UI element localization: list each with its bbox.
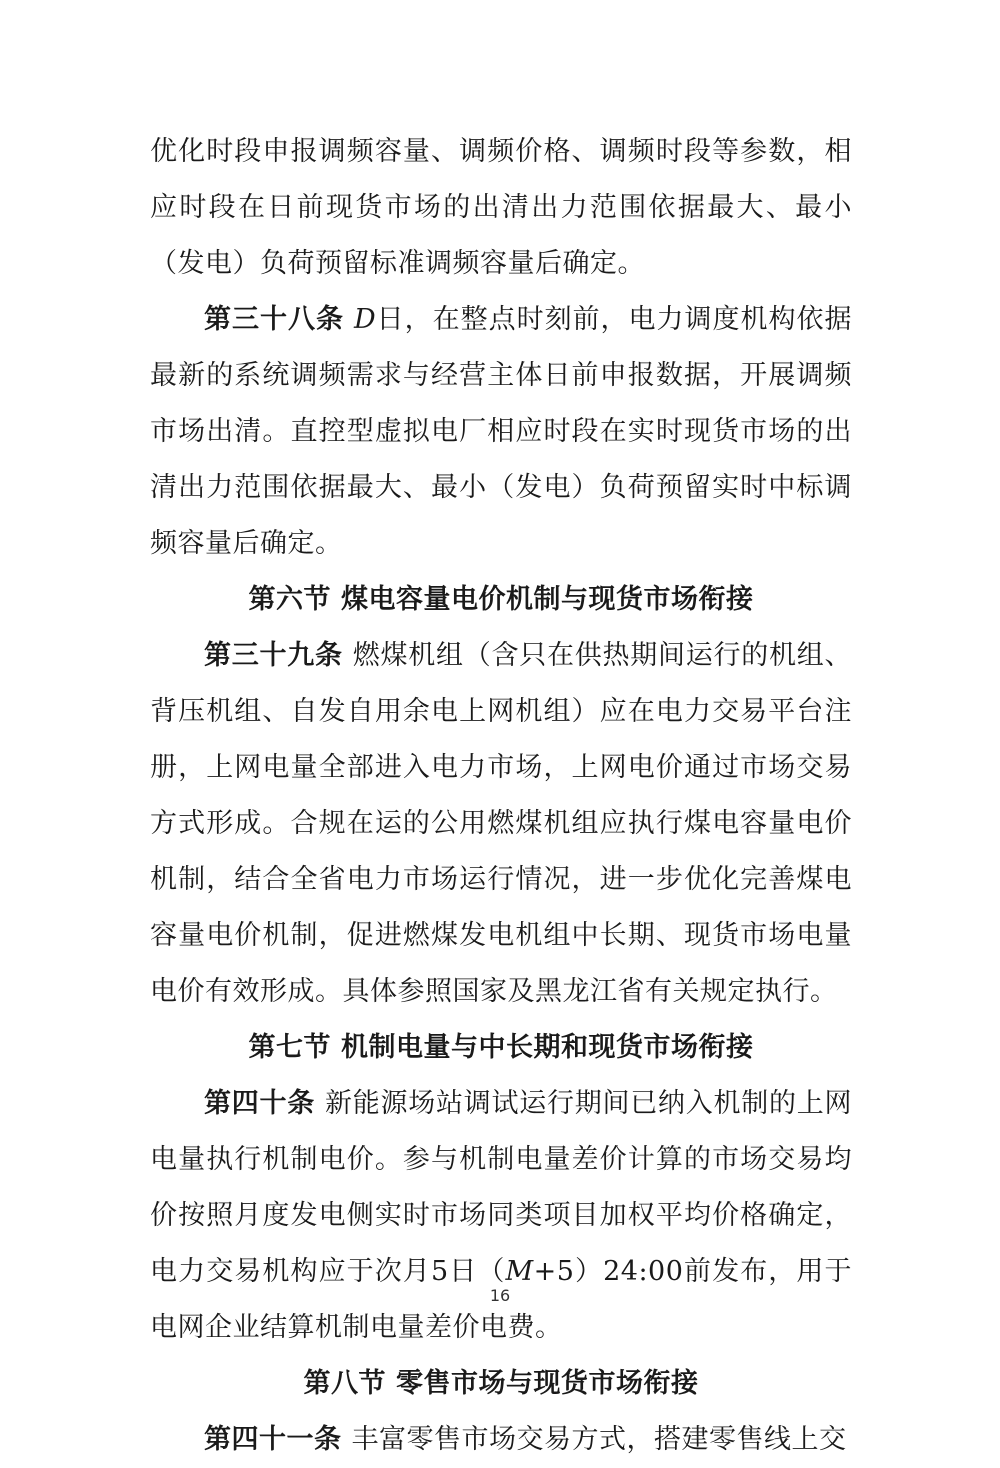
paragraph-continued	[150, 124, 852, 292]
article-41	[150, 1412, 852, 1468]
paragraph-text: 优化时段申报调频容量、调频价格、调频时段等参数，相应时段在日前现货市场的出清出力范围依据最大、最小（发电）负荷预留标准调频容量后确定。	[150, 136, 852, 279]
section-heading-8: 第八节 零售市场与现货市场衔接	[303, 1368, 699, 1399]
page-number: 16	[489, 1286, 511, 1305]
document-body	[150, 124, 852, 1468]
month-variable: M	[505, 1256, 534, 1287]
date-variable: D	[353, 304, 377, 335]
paragraph-text: 日，在整点时刻前，电力调度机构依据最新的系统调频需求与经营主体日前申报数据，开展调频市场出清。直控型虚拟电厂相应时段在实时现货市场的出清出力范围依据最大、最小（发电）负荷预留实时中标调频容量后确定。	[150, 304, 853, 559]
section-heading-6: 第六节 煤电容量电价机制与现货市场衔接	[248, 584, 754, 615]
paragraph-text: 新能源场站调试运行期间已纳入机制的上网电量执行机制电价。参与机制电量差价计算的市场交易均价按照月度发电侧实时市场同类项目加权平均价格确定，电力交易机构应于次月5日（	[150, 1088, 852, 1287]
section-heading-7: 第七节 机制电量与中长期和现货市场衔接	[248, 1032, 754, 1063]
article-number: 第四十一条	[204, 1424, 342, 1455]
article-number: 第四十条	[204, 1088, 315, 1119]
article-38	[150, 292, 852, 572]
article-39	[150, 628, 852, 1020]
paragraph-text: 丰富零售市场交易方式，搭建零售线上交	[351, 1424, 847, 1455]
paragraph-text-tail: +5）24:00前发布，用于电网企业结算机制电量差价电费。	[150, 1256, 852, 1343]
article-number: 第三十九条	[204, 640, 343, 671]
article-40	[150, 1076, 852, 1356]
paragraph-text: 燃煤机组（含只在供热期间运行的机组、背压机组、自发自用余电上网机组）应在电力交易平台注册，上网电量全部进入电力市场，上网电价通过市场交易方式形成。合规在运的公用燃煤机组应执行煤电容量电价机制，结合全省电力市场运行情况，进一步优化完善煤电容量电价机制，促进燃煤发电机组中长期、现货市场电量电价有效形成。具体参照国家及黑龙江省有关规定执行。	[150, 640, 852, 1007]
article-number: 第三十八条	[204, 304, 344, 335]
